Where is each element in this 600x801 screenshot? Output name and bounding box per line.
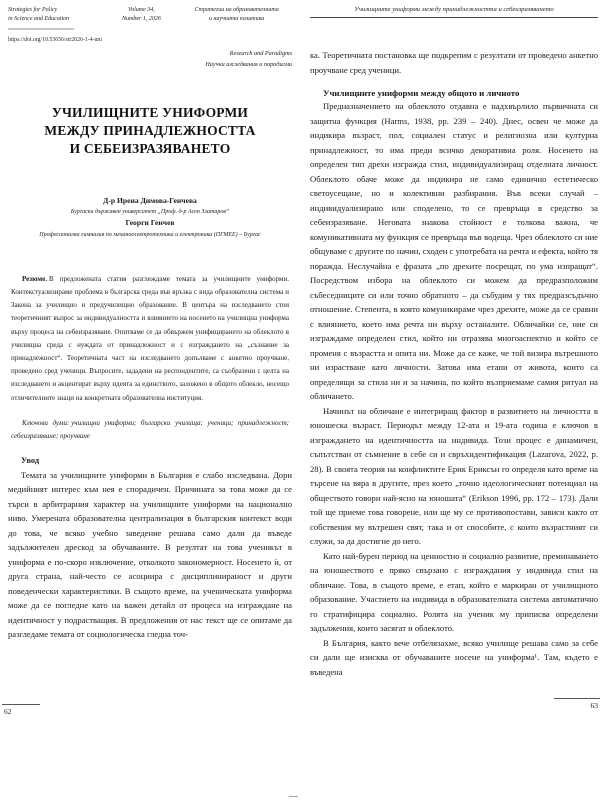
- journal-name-bg-line2: и научната политика: [208, 16, 265, 23]
- journal-header: [8, 6, 292, 30]
- running-head: Училищните униформи между принадлежността и себеизразяването: [310, 4, 598, 18]
- footer-rule-left: [2, 704, 40, 705]
- journal-name-en-line2: in Science and Education: [8, 16, 70, 23]
- affiliation-2: Професионална гимназия по механоелектротехника и електроника (ПГМЕЕ) – Бургас: [39, 231, 261, 238]
- abstract-text: В предложената статия разглеждаме темата за училищните униформи. Контекстуализираме проблема в българска среда във връзка с вида образователна система и Закона за училищно и предучилищно образование. В центъра на изследването стои теоретичният въпрос за индивидуалността и влиянието на носенето на училищна униформа върху процеса на себеизразяване. Опитваме се да обвържем унифицирането на облеклото в училищна среда с нуждата от принадлежност и с изграждането на „съзнание за принадлежност“. Теоретичната част на изследването допълваме с анкетно проучване, проведено сред ученици. Въпросите, зададени на респондентите, са съобразени с целта на изследването и акцентират върху идеята за единството, заложено в общото облекло, носещо отличителните знаци на конкретната образователна институция.: [11, 274, 289, 402]
- article-title-line3: И СЕБЕИЗРАЗЯВАНЕТО: [69, 141, 231, 157]
- article-title: [8, 104, 292, 158]
- article-title-line1: УЧИЛИЩНИТЕ УНИФОРМИ: [51, 105, 249, 121]
- body-paragraph-4: В България, както вече отбелязахме, всяко училище решава само за себе си дали ще изисква от обучаваните носене на униформа¹. Там, където е въведена: [310, 637, 598, 677]
- volume-line2: Number 1, 2026: [122, 16, 161, 23]
- continuation-paragraph: ка. Теоретичната постановка ще подкрепим с резултати от проведено анкетно проучване сред ученици.: [310, 50, 598, 75]
- authors-block: [8, 195, 292, 240]
- section-heading-main: Училищните униформи между общото и личното: [323, 88, 520, 98]
- author-2: Георги Генчев: [125, 218, 175, 228]
- journal-volume: [102, 6, 182, 30]
- affiliation-1: Бургаски държавен университет „Проф. д-р Асен Златаров“: [70, 209, 230, 216]
- abstract: [8, 273, 292, 405]
- journal-name-bg-line1: Стратегии на образователната: [194, 7, 279, 13]
- keywords-label: Ключови думи:: [22, 418, 70, 427]
- body-paragraph-3: Като най-бурен период на ценностно и социално развитие, преминаването на юношеството е пряко свързано с изграждания у индивида стил на обличане. Това, в същото време, е етап, който е маркиран от училищното образование. Участието на индивида в образователната система автоматично го стратифицира социално. Ролята на ученик му приписва определени задължения, които засягат и облеклото.: [310, 550, 598, 633]
- left-page: [4, 6, 292, 766]
- keywords: [8, 417, 292, 443]
- right-page-footer: [554, 698, 600, 710]
- doi-link: https://doi.org/10.53656/str2026-1-4-uni: [8, 36, 102, 43]
- journal-name-en: [8, 6, 102, 30]
- author-1: Д-р Ирена Димова-Генчева: [103, 196, 197, 206]
- abstract-label: Резюме.: [22, 274, 47, 283]
- volume-line1: Volume 34,: [128, 7, 155, 13]
- keywords-text: училищни униформи; български училища; ученици; принадлежност; себеизразяване; проучване: [11, 418, 289, 440]
- footnote-rule-right: [554, 698, 600, 699]
- journal-name-en-line1: Strategies for Policy: [8, 7, 58, 13]
- rubric-en: Research and Paradigms: [229, 49, 292, 57]
- journal-name-bg: [181, 6, 292, 30]
- rubric-bg: Научни изследвания и парадигми: [205, 61, 292, 69]
- body-paragraph-1: Предназначението на облеклото отдавна е надхвърлило първичната си защитна функция (Harms, 1938, pp. 239 – 240). Днес, освен че може да индикира възраст, пол, социален статус и религиозна или културна принадлежност, то има преди всичко декоративна роля. Носенето на определен тип дрехи изгражда стил, индивидуализиращ отделната личност. Облеклото обаче може да индикира не само единично естетическо светоусещане, но и колективни разбирания. Във всеки случай – индивидуализирано или споделено, то се превръща в средство за себеизразяване. Неговата знакова стойност е толкова важна, че комуникативната му функция се превръща във водеща. Чрез облеклото си ние общуваме с другите по начин, сходен с употребата на речта и ефекта, който тя поражда. Неслучайна е фразата „по дрехите посрещат, по ума изпращат“. Посредством избора на облеклото си можем да предразположим събеседниците си или точно обратното – да събудим у тях предразсъдъчно отношение. Степента, в която комуникираме чрез дрехите, може да се сравни с влиянието, което има речта ни върху останалите. Обличайки се, ние си изграждаме определен стил, който ни отразява многоаспектно и който се променя с възрастта и опита ни. Може да се каже, че той визира вътрешното ни израстване като личности. Затова има етапи от живота, които са определящи за стила ни и за начина, по който възприемаме самия ритуал на обличането.: [310, 101, 598, 401]
- rubric: [8, 48, 292, 72]
- page-number-left: 62: [4, 707, 12, 716]
- intro-paragraph: Темата за училищните униформи в България е слабо изследвана. Дори медийният интерес към нея е спорадичен. Причината за това може да се търси в арбитрарния характер на училищните униформи на национално ниво. Умерената образователна централизация в българския контекст води до това, че всяко учебно заведение решава само дали да въведе задължителен дрескод за обучаваните. В резултат на това ученикът в униформа е по-скоро изключение, отколкото закономерност. Носенето ѝ, от друга страна, най-често се асоциира с дисциплинираност и други поведенчески характеристики. В същото време, на ученическата униформа може да се погледне като на важен детайл от процеса на изграждане на идентичност у подрастващия. В предложения от нас текст ще се опитаме да разгледаме темата от социологическа гледна точ-: [8, 469, 292, 640]
- scan-smudge: [8, 28, 74, 30]
- section-heading-uvod: Увод: [21, 455, 40, 465]
- left-page-footer: [2, 704, 40, 716]
- page-number-right: 63: [590, 701, 598, 710]
- right-page: [310, 4, 598, 764]
- scan-artifact-mark: —: [289, 791, 297, 801]
- article-title-line2: МЕЖДУ ПРИНАДЛЕЖНОСТТА: [44, 123, 256, 139]
- body-paragraph-2: Начинът на обличане е интегриращ фактор в развитието на личността в юношеска възраст. Периодът между 12-ата и 19-ата година е ключов в изграждането на идентичността на индивида. Този процес е динамичен, съпътстван от съмнение в себе си и свръхидентификация (Lazarova, 2022, p. 28). В своята теория на конфликтите Ерик Ериксън го определя като време на търсене на вяра в другите, през което „точно идеологическият потенциал на обществото говори най-ясно на юношата“ (Erikson 1996, pp. 172 – 173). Дали той ще приеме това говорене, или ще му се противопостави, зависи както от собствения му вътрешен свят, така и от способите, с които възрастният си служи, за да достигне до него.: [310, 405, 598, 546]
